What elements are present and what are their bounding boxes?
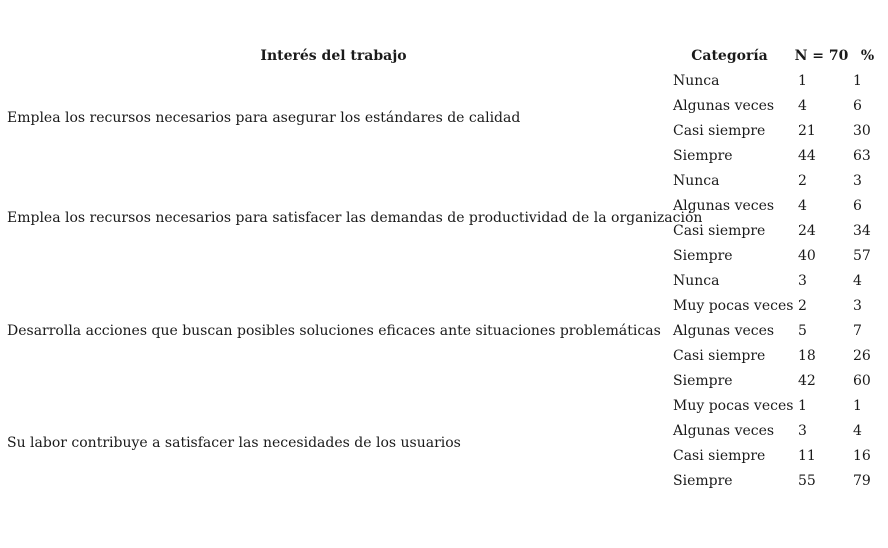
item-label: Emplea los recursos necesarios para asegurar los estándares de calidad	[7, 110, 521, 126]
percent-cell: 6	[853, 97, 862, 114]
n-cell: 11	[798, 447, 816, 464]
n-cell: 1	[798, 72, 807, 89]
table-row	[0, 393, 884, 418]
percent-cell: 26	[853, 347, 871, 364]
category-cell: Algunas veces	[673, 422, 775, 439]
percent-cell: 4	[853, 422, 862, 439]
header-item: Interés del trabajo	[260, 48, 407, 64]
table-row	[0, 68, 884, 93]
table-header	[0, 44, 884, 68]
percent-cell: 3	[853, 172, 862, 189]
category-cell: Nunca	[673, 272, 720, 289]
n-cell: 3	[798, 422, 807, 439]
category-cell: Casi siempre	[673, 222, 766, 239]
category-cell: Siempre	[673, 472, 733, 489]
n-cell: 24	[798, 222, 816, 239]
n-cell: 44	[798, 147, 816, 164]
category-cell: Muy pocas veces	[673, 297, 794, 314]
n-cell: 4	[798, 197, 807, 214]
item-label: Desarrolla acciones que buscan posibles soluciones eficaces ante situaciones problemáticas	[7, 322, 661, 339]
n-cell: 2	[798, 297, 807, 314]
category-cell: Casi siempre	[673, 347, 766, 364]
results-table	[0, 44, 884, 493]
percent-cell: 16	[853, 447, 871, 464]
n-cell: 55	[798, 472, 816, 489]
percent-cell: 79	[853, 472, 871, 489]
percent-cell: 1	[853, 72, 862, 89]
category-cell: Casi siempre	[673, 447, 766, 464]
category-cell: Siempre	[673, 372, 733, 389]
n-cell: 5	[798, 322, 807, 339]
percent-cell: 57	[853, 247, 871, 264]
n-cell: 3	[798, 272, 807, 289]
item-label: Emplea los recursos necesarios para satisfacer las demandas de productividad de la organización	[7, 210, 703, 226]
n-cell: 2	[798, 172, 807, 189]
category-cell: Algunas veces	[673, 322, 775, 339]
percent-cell: 63	[853, 147, 871, 164]
percent-cell: 6	[853, 197, 862, 214]
category-cell: Nunca	[673, 72, 720, 89]
table-row	[0, 268, 884, 293]
table-body	[0, 68, 884, 493]
category-cell: Siempre	[673, 147, 733, 164]
n-cell: 1	[798, 397, 807, 414]
header-n: N = 70	[794, 48, 849, 64]
header-percent: %	[860, 48, 875, 64]
percent-cell: 60	[853, 372, 871, 389]
category-cell: Algunas veces	[673, 97, 775, 114]
category-cell: Nunca	[673, 172, 720, 189]
n-cell: 42	[798, 372, 816, 389]
category-cell: Muy pocas veces	[673, 397, 794, 414]
item-label: Su labor contribuye a satisfacer las necesidades de los usuarios	[7, 435, 461, 451]
category-cell: Algunas veces	[673, 197, 775, 214]
category-cell: Casi siempre	[673, 122, 766, 139]
percent-cell: 3	[853, 297, 862, 314]
n-cell: 4	[798, 97, 807, 114]
percent-cell: 30	[853, 122, 871, 139]
header-category: Categoría	[691, 48, 768, 64]
percent-cell: 34	[853, 222, 871, 239]
category-cell: Siempre	[673, 247, 733, 264]
n-cell: 21	[798, 122, 816, 139]
percent-cell: 4	[853, 272, 862, 289]
percent-cell: 7	[853, 322, 862, 339]
n-cell: 40	[798, 247, 816, 264]
header-row	[0, 44, 884, 68]
n-cell: 18	[798, 347, 816, 364]
percent-cell: 1	[853, 397, 862, 414]
table-row	[0, 168, 884, 193]
